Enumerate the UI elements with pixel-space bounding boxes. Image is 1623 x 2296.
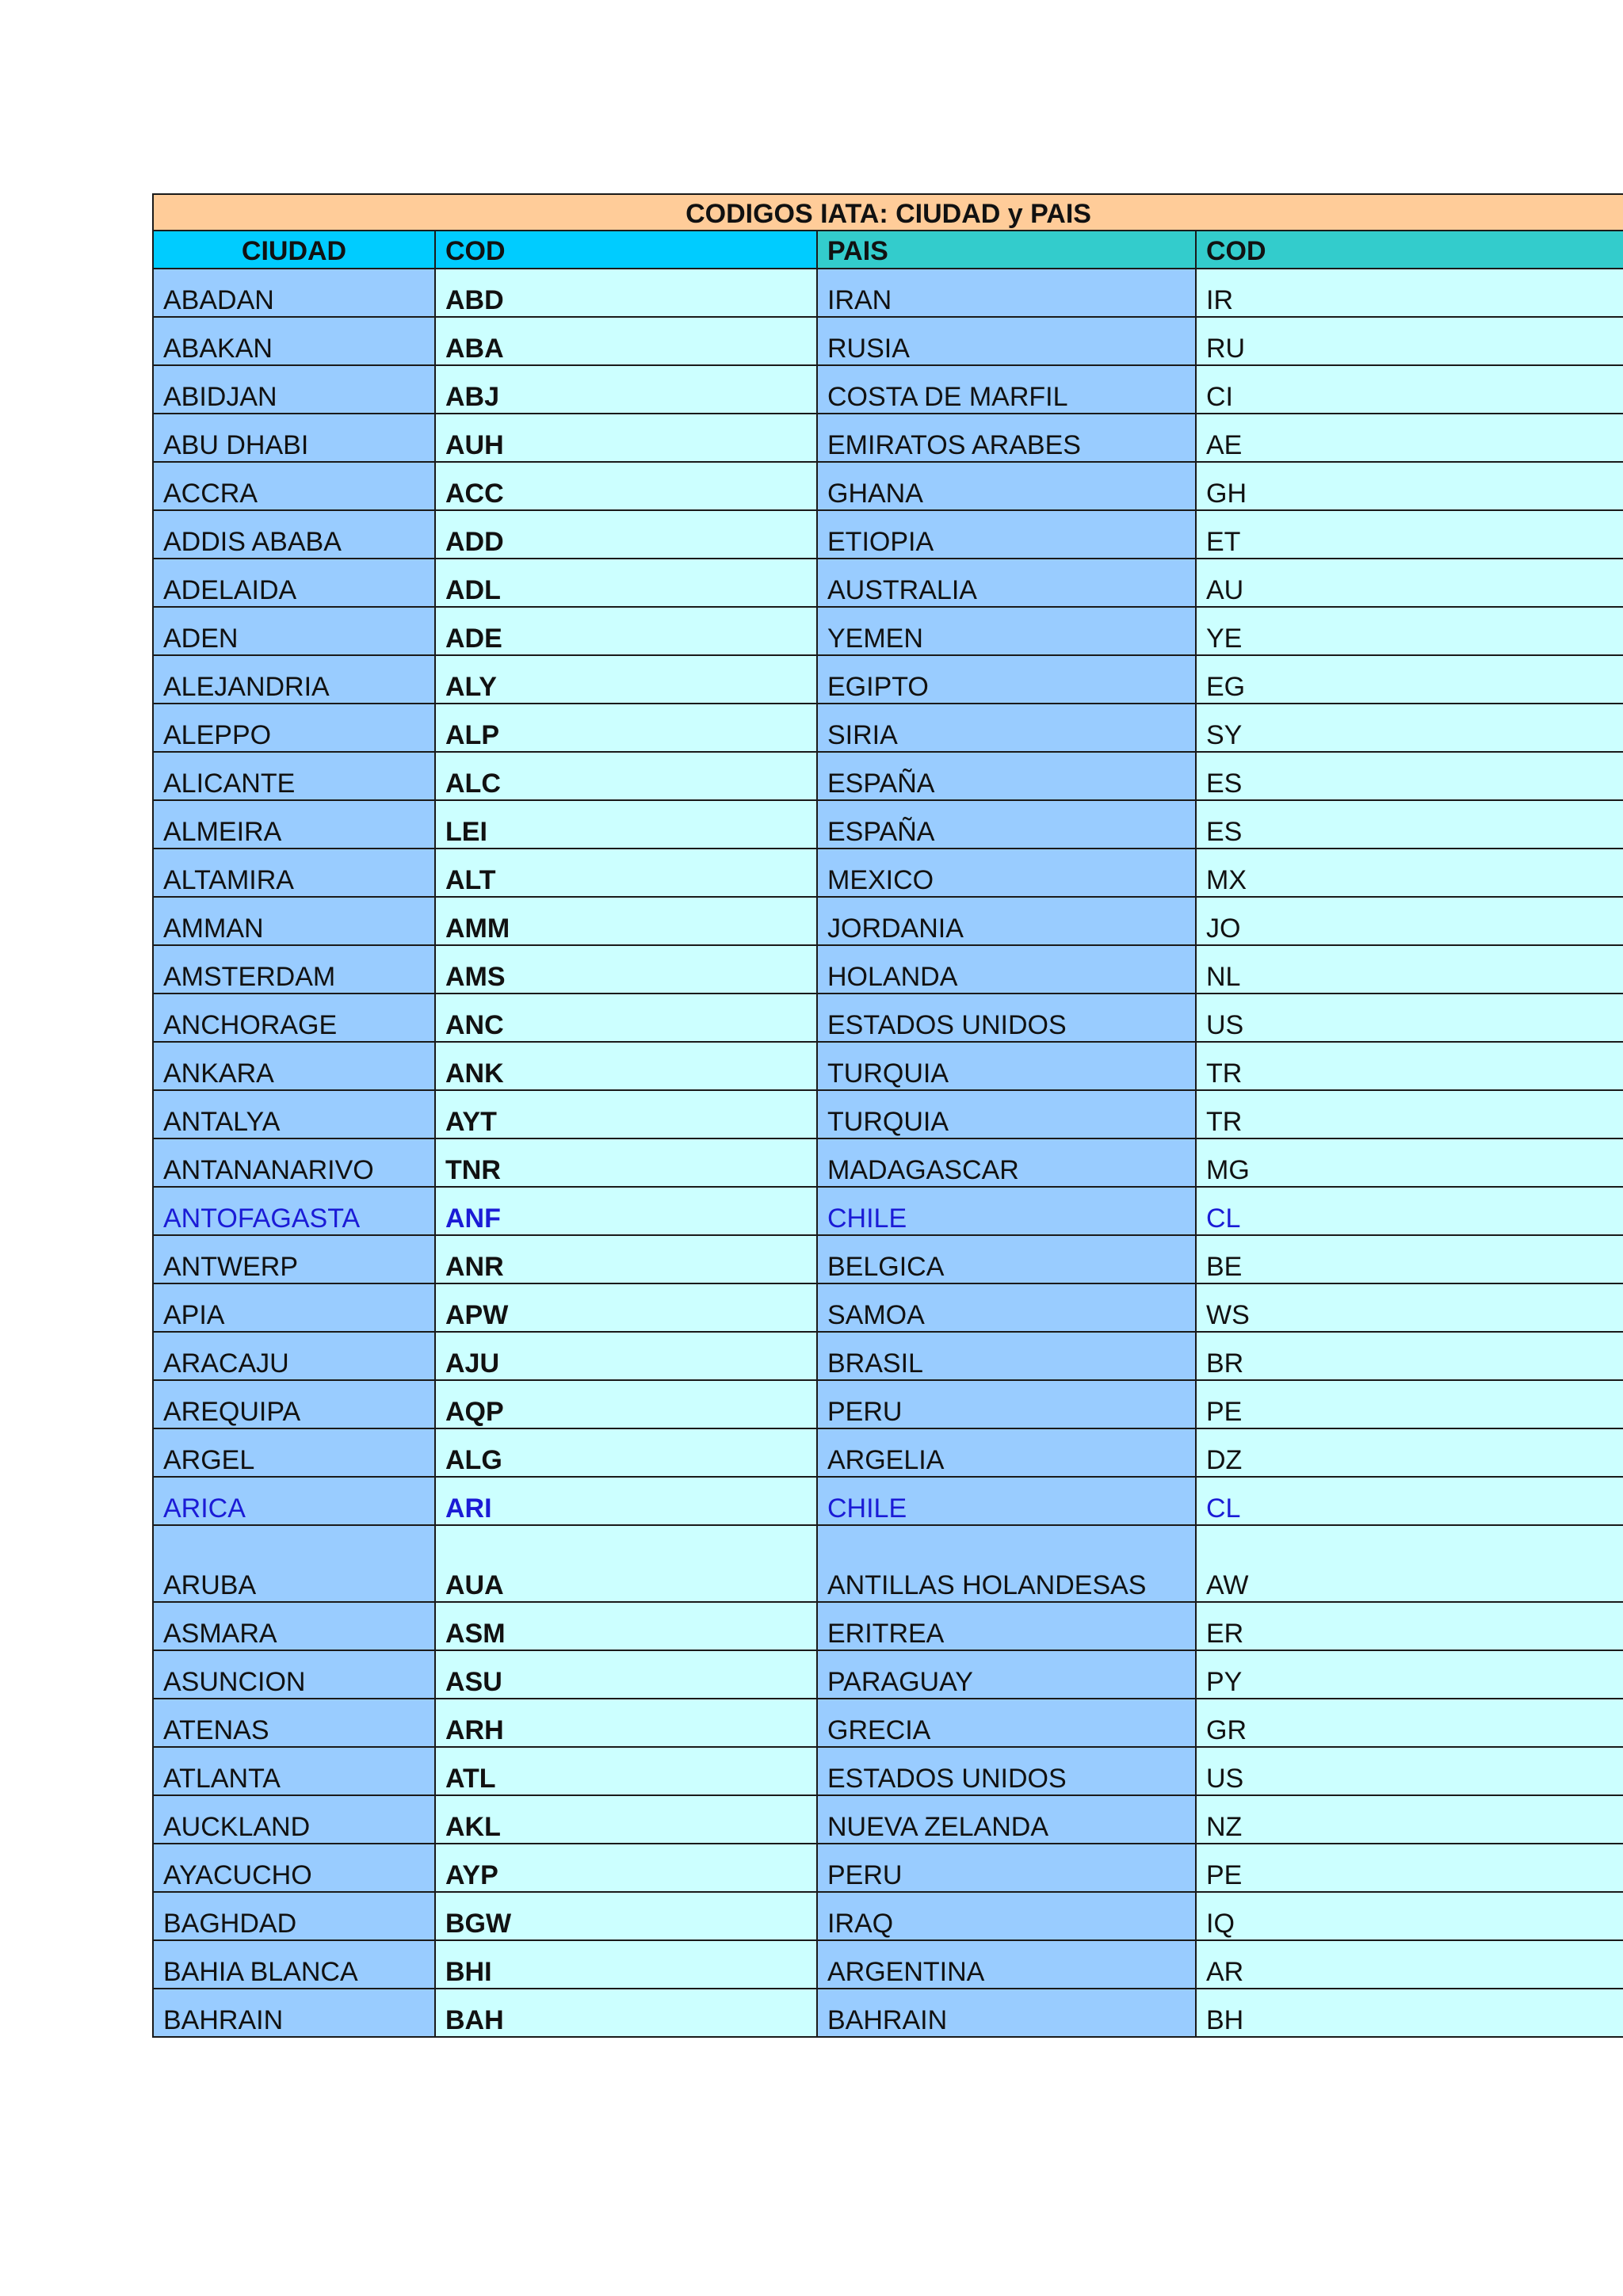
table-row — [153, 1477, 1623, 1525]
cell-cod: ANK — [435, 1042, 817, 1090]
cell-pais: ESPAÑA — [817, 800, 1196, 849]
cell-cod: ABJ — [435, 365, 817, 414]
cell-ciudad: ANTALYA — [153, 1090, 435, 1138]
table-row — [153, 1332, 1623, 1380]
cell-cod: ALG — [435, 1428, 817, 1477]
cell-cod: ARI — [435, 1477, 817, 1525]
cell-pais: ARGELIA — [817, 1428, 1196, 1477]
cell-pais-cod: AU — [1196, 559, 1623, 607]
table-row — [153, 365, 1623, 414]
cell-ciudad: ASUNCION — [153, 1650, 435, 1699]
header-ciudad: CIUDAD — [153, 231, 435, 269]
cell-pais-cod: US — [1196, 1747, 1623, 1795]
cell-pais: HOLANDA — [817, 945, 1196, 994]
cell-cod: ASU — [435, 1650, 817, 1699]
cell-cod: AUH — [435, 414, 817, 462]
cell-pais-cod: IR — [1196, 269, 1623, 317]
table-row — [153, 849, 1623, 897]
table-body — [153, 269, 1623, 2037]
table-row — [153, 1525, 1623, 1602]
cell-pais: IRAN — [817, 269, 1196, 317]
cell-ciudad: AUCKLAND — [153, 1795, 435, 1844]
cell-ciudad: ALEPPO — [153, 704, 435, 752]
cell-pais: PERU — [817, 1380, 1196, 1428]
cell-cod: BHI — [435, 1940, 817, 1989]
cell-pais: MADAGASCAR — [817, 1138, 1196, 1187]
cell-ciudad: ARACAJU — [153, 1332, 435, 1380]
cell-pais: CHILE — [817, 1477, 1196, 1525]
iata-codes-table — [152, 193, 1623, 2038]
table-row — [153, 1650, 1623, 1699]
cell-ciudad: ARGEL — [153, 1428, 435, 1477]
cell-pais-cod: YE — [1196, 607, 1623, 655]
cell-ciudad: ADELAIDA — [153, 559, 435, 607]
cell-pais-cod: GR — [1196, 1699, 1623, 1747]
cell-ciudad: BAHRAIN — [153, 1989, 435, 2037]
table-row — [153, 1940, 1623, 1989]
cell-ciudad: ANKARA — [153, 1042, 435, 1090]
cell-ciudad: ANTOFAGASTA — [153, 1187, 435, 1235]
table-row — [153, 1235, 1623, 1283]
table-row — [153, 1138, 1623, 1187]
cell-pais-cod: PE — [1196, 1380, 1623, 1428]
cell-pais-cod: CL — [1196, 1187, 1623, 1235]
cell-pais: PARAGUAY — [817, 1650, 1196, 1699]
cell-cod: ANC — [435, 994, 817, 1042]
cell-ciudad: ARUBA — [153, 1525, 435, 1602]
table-title: CODIGOS IATA: CIUDAD y PAIS — [153, 194, 1623, 231]
title-row — [153, 194, 1623, 231]
table-row — [153, 1844, 1623, 1892]
cell-ciudad: ADDIS ABABA — [153, 510, 435, 559]
cell-pais: YEMEN — [817, 607, 1196, 655]
table-row — [153, 607, 1623, 655]
table-row — [153, 269, 1623, 317]
cell-pais-cod: PY — [1196, 1650, 1623, 1699]
cell-ciudad: ADEN — [153, 607, 435, 655]
cell-cod: ALC — [435, 752, 817, 800]
cell-cod: BGW — [435, 1892, 817, 1940]
cell-cod: AYT — [435, 1090, 817, 1138]
cell-pais: NUEVA ZELANDA — [817, 1795, 1196, 1844]
cell-ciudad: AMSTERDAM — [153, 945, 435, 994]
cell-pais-cod: EG — [1196, 655, 1623, 704]
cell-pais-cod: RU — [1196, 317, 1623, 365]
header-row — [153, 231, 1623, 269]
cell-pais-cod: ES — [1196, 752, 1623, 800]
cell-ciudad: AYACUCHO — [153, 1844, 435, 1892]
table-row — [153, 1747, 1623, 1795]
cell-ciudad: AREQUIPA — [153, 1380, 435, 1428]
table-row — [153, 1428, 1623, 1477]
cell-ciudad: ATLANTA — [153, 1747, 435, 1795]
cell-pais-cod: BE — [1196, 1235, 1623, 1283]
table-row — [153, 1989, 1623, 2037]
cell-ciudad: ABAKAN — [153, 317, 435, 365]
cell-pais: BRASIL — [817, 1332, 1196, 1380]
cell-pais: ESTADOS UNIDOS — [817, 1747, 1196, 1795]
table-row — [153, 1602, 1623, 1650]
cell-cod: AKL — [435, 1795, 817, 1844]
cell-pais: JORDANIA — [817, 897, 1196, 945]
cell-pais: PERU — [817, 1844, 1196, 1892]
table-row — [153, 1187, 1623, 1235]
cell-cod: ARH — [435, 1699, 817, 1747]
cell-ciudad: AMMAN — [153, 897, 435, 945]
cell-pais-cod: NL — [1196, 945, 1623, 994]
cell-pais: ERITREA — [817, 1602, 1196, 1650]
cell-ciudad: ACCRA — [153, 462, 435, 510]
cell-cod: AUA — [435, 1525, 817, 1602]
cell-pais: RUSIA — [817, 317, 1196, 365]
cell-ciudad: ALEJANDRIA — [153, 655, 435, 704]
cell-ciudad: ARICA — [153, 1477, 435, 1525]
cell-pais: ESTADOS UNIDOS — [817, 994, 1196, 1042]
header-pais-cod: COD — [1196, 231, 1623, 269]
cell-ciudad: ANTANANARIVO — [153, 1138, 435, 1187]
cell-ciudad: ALICANTE — [153, 752, 435, 800]
cell-pais: SIRIA — [817, 704, 1196, 752]
cell-cod: AYP — [435, 1844, 817, 1892]
cell-pais-cod: ES — [1196, 800, 1623, 849]
cell-pais: EMIRATOS ARABES — [817, 414, 1196, 462]
cell-pais-cod: MG — [1196, 1138, 1623, 1187]
cell-cod: ASM — [435, 1602, 817, 1650]
cell-pais: MEXICO — [817, 849, 1196, 897]
cell-ciudad: ANTWERP — [153, 1235, 435, 1283]
cell-cod: AMS — [435, 945, 817, 994]
cell-ciudad: ATENAS — [153, 1699, 435, 1747]
cell-pais: BAHRAIN — [817, 1989, 1196, 2037]
cell-pais-cod: TR — [1196, 1090, 1623, 1138]
header-cod: COD — [435, 231, 817, 269]
cell-pais-cod: AR — [1196, 1940, 1623, 1989]
cell-pais-cod: GH — [1196, 462, 1623, 510]
cell-cod: ADE — [435, 607, 817, 655]
cell-ciudad: BAHIA BLANCA — [153, 1940, 435, 1989]
table-row — [153, 704, 1623, 752]
cell-cod: AMM — [435, 897, 817, 945]
cell-pais-cod: CL — [1196, 1477, 1623, 1525]
cell-cod: AQP — [435, 1380, 817, 1428]
cell-pais: GRECIA — [817, 1699, 1196, 1747]
cell-pais-cod: MX — [1196, 849, 1623, 897]
cell-pais-cod: ER — [1196, 1602, 1623, 1650]
table-row — [153, 462, 1623, 510]
table-row — [153, 1892, 1623, 1940]
cell-pais: ARGENTINA — [817, 1940, 1196, 1989]
cell-ciudad: ALTAMIRA — [153, 849, 435, 897]
cell-pais: TURQUIA — [817, 1090, 1196, 1138]
table-row — [153, 1795, 1623, 1844]
cell-cod: ATL — [435, 1747, 817, 1795]
cell-ciudad: APIA — [153, 1283, 435, 1332]
cell-cod: ACC — [435, 462, 817, 510]
table-row — [153, 317, 1623, 365]
cell-pais-cod: JO — [1196, 897, 1623, 945]
cell-ciudad: ABU DHABI — [153, 414, 435, 462]
cell-pais: BELGICA — [817, 1235, 1196, 1283]
table-row — [153, 1283, 1623, 1332]
cell-pais: GHANA — [817, 462, 1196, 510]
cell-ciudad: BAGHDAD — [153, 1892, 435, 1940]
table-row — [153, 752, 1623, 800]
cell-pais-cod: SY — [1196, 704, 1623, 752]
table-row — [153, 1090, 1623, 1138]
cell-pais-cod: AW — [1196, 1525, 1623, 1602]
cell-pais: COSTA DE MARFIL — [817, 365, 1196, 414]
cell-pais: ESPAÑA — [817, 752, 1196, 800]
cell-pais-cod: DZ — [1196, 1428, 1623, 1477]
cell-pais: SAMOA — [817, 1283, 1196, 1332]
cell-pais-cod: CI — [1196, 365, 1623, 414]
table-row — [153, 1380, 1623, 1428]
cell-cod: AJU — [435, 1332, 817, 1380]
table-row — [153, 510, 1623, 559]
table-row — [153, 655, 1623, 704]
cell-pais-cod: AE — [1196, 414, 1623, 462]
cell-pais: ANTILLAS HOLANDESAS — [817, 1525, 1196, 1602]
cell-cod: BAH — [435, 1989, 817, 2037]
cell-ciudad: ABADAN — [153, 269, 435, 317]
cell-cod: TNR — [435, 1138, 817, 1187]
cell-pais-cod: BR — [1196, 1332, 1623, 1380]
cell-cod: ADD — [435, 510, 817, 559]
table-row — [153, 994, 1623, 1042]
cell-pais-cod: NZ — [1196, 1795, 1623, 1844]
cell-pais: ETIOPIA — [817, 510, 1196, 559]
cell-pais-cod: US — [1196, 994, 1623, 1042]
cell-ciudad: ABIDJAN — [153, 365, 435, 414]
cell-pais: AUSTRALIA — [817, 559, 1196, 607]
table-row — [153, 897, 1623, 945]
table-row — [153, 1699, 1623, 1747]
cell-cod: APW — [435, 1283, 817, 1332]
cell-cod: LEI — [435, 800, 817, 849]
cell-pais-cod: WS — [1196, 1283, 1623, 1332]
table-row — [153, 945, 1623, 994]
cell-pais: IRAQ — [817, 1892, 1196, 1940]
cell-pais-cod: IQ — [1196, 1892, 1623, 1940]
cell-pais-cod: PE — [1196, 1844, 1623, 1892]
header-pais: PAIS — [817, 231, 1196, 269]
table-row — [153, 559, 1623, 607]
cell-cod: ANF — [435, 1187, 817, 1235]
cell-cod: ADL — [435, 559, 817, 607]
cell-ciudad: ALMEIRA — [153, 800, 435, 849]
table-row — [153, 1042, 1623, 1090]
cell-pais-cod: TR — [1196, 1042, 1623, 1090]
table-row — [153, 800, 1623, 849]
cell-pais: TURQUIA — [817, 1042, 1196, 1090]
cell-cod: ALP — [435, 704, 817, 752]
cell-cod: ALY — [435, 655, 817, 704]
table-row — [153, 414, 1623, 462]
cell-cod: ALT — [435, 849, 817, 897]
cell-pais: EGIPTO — [817, 655, 1196, 704]
cell-ciudad: ANCHORAGE — [153, 994, 435, 1042]
cell-cod: ABA — [435, 317, 817, 365]
cell-ciudad: ASMARA — [153, 1602, 435, 1650]
cell-pais: CHILE — [817, 1187, 1196, 1235]
cell-cod: ABD — [435, 269, 817, 317]
cell-cod: ANR — [435, 1235, 817, 1283]
cell-pais-cod: ET — [1196, 510, 1623, 559]
cell-pais-cod: BH — [1196, 1989, 1623, 2037]
